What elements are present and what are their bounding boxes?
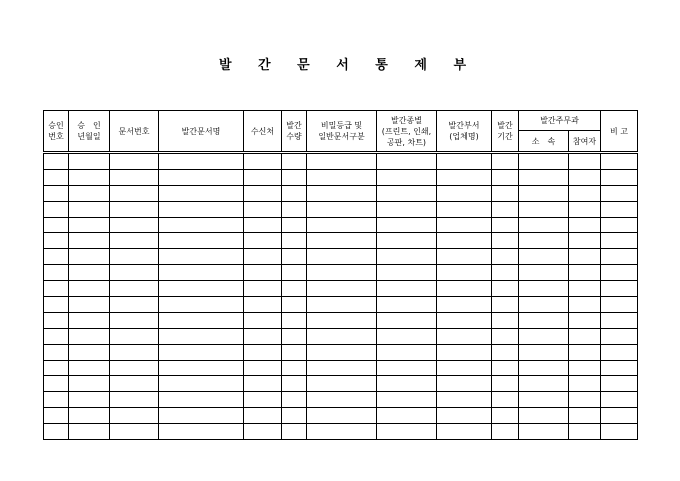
- table-cell[interactable]: [307, 297, 377, 313]
- table-cell[interactable]: [69, 424, 110, 440]
- table-cell[interactable]: [244, 360, 282, 376]
- table-cell[interactable]: [569, 360, 601, 376]
- header-pub-period-line2: 기간: [497, 132, 513, 141]
- table-cell[interactable]: [282, 201, 307, 217]
- table-cell[interactable]: [601, 360, 638, 376]
- table-cell[interactable]: [377, 217, 437, 233]
- table-cell[interactable]: [282, 233, 307, 249]
- table-cell[interactable]: [437, 344, 492, 360]
- table-cell[interactable]: [110, 153, 159, 170]
- table-cell[interactable]: [601, 169, 638, 185]
- table-cell[interactable]: [307, 217, 377, 233]
- table-cell[interactable]: [569, 153, 601, 170]
- header-pub-period-line1: 발간: [497, 121, 513, 130]
- table-cell[interactable]: [569, 297, 601, 313]
- table-cell[interactable]: [282, 265, 307, 281]
- header-pub-officer: 발간주무과: [519, 111, 601, 131]
- table-cell[interactable]: [282, 281, 307, 297]
- table-cell[interactable]: [377, 392, 437, 408]
- table-cell[interactable]: [377, 201, 437, 217]
- table-cell[interactable]: [519, 281, 569, 297]
- table-cell[interactable]: [244, 344, 282, 360]
- table-cell[interactable]: [377, 233, 437, 249]
- header-pub-type-line3: 공판, 차트): [386, 137, 427, 147]
- table-cell[interactable]: [244, 328, 282, 344]
- table-cell[interactable]: [307, 424, 377, 440]
- table-cell[interactable]: [377, 328, 437, 344]
- table-row: [44, 424, 638, 440]
- header-pub-dept: [437, 111, 492, 153]
- table-cell[interactable]: [44, 265, 69, 281]
- table-cell[interactable]: [377, 424, 437, 440]
- table-cell[interactable]: [601, 392, 638, 408]
- table-cell[interactable]: [437, 217, 492, 233]
- table-cell[interactable]: [69, 185, 110, 201]
- table-cell[interactable]: [69, 376, 110, 392]
- table-row: [44, 360, 638, 376]
- table-cell[interactable]: [492, 233, 519, 249]
- table-cell[interactable]: [492, 424, 519, 440]
- table-cell[interactable]: [69, 281, 110, 297]
- table-cell[interactable]: [282, 217, 307, 233]
- table-cell[interactable]: [377, 169, 437, 185]
- table-cell[interactable]: [492, 376, 519, 392]
- table-cell[interactable]: [69, 312, 110, 328]
- table-cell[interactable]: [437, 233, 492, 249]
- table-cell[interactable]: [44, 344, 69, 360]
- table-cell[interactable]: [282, 185, 307, 201]
- table-cell[interactable]: [307, 328, 377, 344]
- table-cell[interactable]: [377, 312, 437, 328]
- table-cell[interactable]: [569, 344, 601, 360]
- table-cell[interactable]: [110, 217, 159, 233]
- table-cell[interactable]: [69, 360, 110, 376]
- table-cell[interactable]: [519, 297, 569, 313]
- table-cell[interactable]: [569, 265, 601, 281]
- table-cell[interactable]: [307, 201, 377, 217]
- table-cell[interactable]: [437, 297, 492, 313]
- table-cell[interactable]: [307, 392, 377, 408]
- table-cell[interactable]: [492, 344, 519, 360]
- table-cell[interactable]: [110, 249, 159, 265]
- table-cell[interactable]: [492, 153, 519, 170]
- table-cell[interactable]: [44, 153, 69, 170]
- table-cell[interactable]: [307, 312, 377, 328]
- table-cell[interactable]: [282, 344, 307, 360]
- table-cell[interactable]: [159, 249, 244, 265]
- table-cell[interactable]: [110, 424, 159, 440]
- table-cell[interactable]: [519, 360, 569, 376]
- table-cell[interactable]: [601, 233, 638, 249]
- table-cell[interactable]: [519, 312, 569, 328]
- table-cell[interactable]: [377, 153, 437, 170]
- table-cell[interactable]: [159, 424, 244, 440]
- header-approval-date-line1: 승 인: [77, 121, 101, 130]
- table-cell[interactable]: [69, 265, 110, 281]
- table-cell[interactable]: [377, 408, 437, 424]
- table-cell[interactable]: [437, 201, 492, 217]
- control-register-table: [43, 110, 638, 440]
- table-cell[interactable]: [44, 217, 69, 233]
- table-row: [44, 185, 638, 201]
- table-cell[interactable]: [110, 185, 159, 201]
- table-row: [44, 328, 638, 344]
- table-cell[interactable]: [437, 360, 492, 376]
- table-cell[interactable]: [244, 185, 282, 201]
- table-cell[interactable]: [110, 392, 159, 408]
- table-cell[interactable]: [110, 169, 159, 185]
- table-cell[interactable]: [282, 153, 307, 170]
- table-cell[interactable]: [69, 297, 110, 313]
- header-pub-period: [492, 111, 519, 153]
- table-cell[interactable]: [69, 392, 110, 408]
- table-cell[interactable]: [492, 392, 519, 408]
- table-cell[interactable]: [492, 217, 519, 233]
- table-cell[interactable]: [44, 185, 69, 201]
- table-cell[interactable]: [69, 408, 110, 424]
- table-cell[interactable]: [44, 424, 69, 440]
- table-cell[interactable]: [244, 281, 282, 297]
- header-remarks: 비 고: [601, 111, 638, 153]
- table-cell[interactable]: [569, 217, 601, 233]
- table-cell[interactable]: [569, 312, 601, 328]
- table-cell[interactable]: [159, 185, 244, 201]
- header-pub-qty: [282, 111, 307, 153]
- table-cell[interactable]: [377, 344, 437, 360]
- table-cell[interactable]: [601, 185, 638, 201]
- table-cell[interactable]: [44, 312, 69, 328]
- table-cell[interactable]: [110, 312, 159, 328]
- table-cell[interactable]: [282, 408, 307, 424]
- table-cell[interactable]: [159, 312, 244, 328]
- table-cell[interactable]: [492, 281, 519, 297]
- header-doc-no: 문서번호: [110, 111, 159, 153]
- table-cell[interactable]: [377, 297, 437, 313]
- table-cell[interactable]: [569, 233, 601, 249]
- table-cell[interactable]: [492, 297, 519, 313]
- table-cell[interactable]: [44, 392, 69, 408]
- table-cell[interactable]: [159, 265, 244, 281]
- table-cell[interactable]: [44, 233, 69, 249]
- table-cell[interactable]: [159, 376, 244, 392]
- table-cell[interactable]: [569, 169, 601, 185]
- table-cell[interactable]: [282, 312, 307, 328]
- table-cell[interactable]: [519, 344, 569, 360]
- table-row: [44, 153, 638, 170]
- table-cell[interactable]: [69, 328, 110, 344]
- table-cell[interactable]: [519, 392, 569, 408]
- table-cell[interactable]: [307, 408, 377, 424]
- table-cell[interactable]: [110, 265, 159, 281]
- table-cell[interactable]: [519, 328, 569, 344]
- table-cell[interactable]: [159, 360, 244, 376]
- table-cell[interactable]: [377, 185, 437, 201]
- table-row: [44, 312, 638, 328]
- header-pub-type: [377, 111, 437, 153]
- table-cell[interactable]: [601, 281, 638, 297]
- table-cell[interactable]: [110, 297, 159, 313]
- table-cell[interactable]: [110, 281, 159, 297]
- table-cell[interactable]: [159, 392, 244, 408]
- table-cell[interactable]: [244, 249, 282, 265]
- table-cell[interactable]: [159, 408, 244, 424]
- table-cell[interactable]: [437, 328, 492, 344]
- table-cell[interactable]: [437, 185, 492, 201]
- table-cell[interactable]: [282, 297, 307, 313]
- table-cell[interactable]: [377, 249, 437, 265]
- table-cell[interactable]: [44, 249, 69, 265]
- table-cell[interactable]: [377, 360, 437, 376]
- table-cell[interactable]: [159, 344, 244, 360]
- table-cell[interactable]: [244, 201, 282, 217]
- header-approval-no-line2: 번호: [48, 132, 64, 141]
- table-cell[interactable]: [282, 424, 307, 440]
- table-cell[interactable]: [44, 328, 69, 344]
- table-cell[interactable]: [492, 265, 519, 281]
- table-cell[interactable]: [307, 360, 377, 376]
- table-cell[interactable]: [282, 169, 307, 185]
- header-pub-type-line1: 발간종별: [391, 115, 422, 125]
- table-cell[interactable]: [110, 376, 159, 392]
- table-cell[interactable]: [601, 153, 638, 170]
- table-cell[interactable]: [437, 376, 492, 392]
- table-cell[interactable]: [244, 297, 282, 313]
- table-cell[interactable]: [437, 424, 492, 440]
- table-row: [44, 281, 638, 297]
- table-cell[interactable]: [519, 233, 569, 249]
- table-cell[interactable]: [244, 217, 282, 233]
- table-cell[interactable]: [437, 153, 492, 170]
- table-cell[interactable]: [601, 201, 638, 217]
- table-cell[interactable]: [492, 249, 519, 265]
- header-pub-dept-line1: 발간부서: [448, 121, 480, 130]
- table-cell[interactable]: [44, 360, 69, 376]
- table-cell[interactable]: [44, 201, 69, 217]
- table-cell[interactable]: [519, 185, 569, 201]
- table-cell[interactable]: [110, 344, 159, 360]
- table-cell[interactable]: [244, 233, 282, 249]
- table-cell[interactable]: [492, 312, 519, 328]
- table-row: [44, 201, 638, 217]
- table-cell[interactable]: [492, 201, 519, 217]
- header-approval-no-line1: 승인: [48, 121, 64, 130]
- header-affiliation: 소 속: [519, 131, 569, 153]
- header-security-class-line1: 비밀등급 및: [320, 121, 363, 130]
- table-cell[interactable]: [69, 249, 110, 265]
- table-cell[interactable]: [377, 265, 437, 281]
- table-cell[interactable]: [519, 408, 569, 424]
- table-cell[interactable]: [244, 265, 282, 281]
- table-row: [44, 217, 638, 233]
- table-cell[interactable]: [601, 376, 638, 392]
- table-cell[interactable]: [110, 328, 159, 344]
- header-pub-qty-line1: 발간: [286, 121, 302, 130]
- table-row: [44, 265, 638, 281]
- table-cell[interactable]: [601, 344, 638, 360]
- table-cell[interactable]: [437, 169, 492, 185]
- table-cell[interactable]: [437, 408, 492, 424]
- header-approval-date: [69, 111, 110, 153]
- table-cell[interactable]: [519, 169, 569, 185]
- table-cell[interactable]: [601, 249, 638, 265]
- table-cell[interactable]: [377, 376, 437, 392]
- page-title: 발 간 문 서 통 제 부: [218, 58, 478, 73]
- table-cell[interactable]: [110, 233, 159, 249]
- table-cell[interactable]: [282, 249, 307, 265]
- header-pub-dept-line2: (업체명): [449, 132, 479, 141]
- table-cell[interactable]: [244, 169, 282, 185]
- table-cell[interactable]: [601, 217, 638, 233]
- table-cell[interactable]: [69, 169, 110, 185]
- header-approval-no: [44, 111, 69, 153]
- table-cell[interactable]: [69, 201, 110, 217]
- table-row: [44, 249, 638, 265]
- table-cell[interactable]: [244, 376, 282, 392]
- table-cell[interactable]: [282, 376, 307, 392]
- table-cell[interactable]: [601, 424, 638, 440]
- table-cell[interactable]: [601, 297, 638, 313]
- table-row: [44, 297, 638, 313]
- table-cell[interactable]: [282, 392, 307, 408]
- table-cell[interactable]: [519, 265, 569, 281]
- table-cell[interactable]: [159, 153, 244, 170]
- table-cell[interactable]: [69, 153, 110, 170]
- table-row: [44, 344, 638, 360]
- table-cell[interactable]: [244, 408, 282, 424]
- header-security-class: [307, 111, 377, 153]
- table-cell[interactable]: [519, 201, 569, 217]
- table-cell[interactable]: [69, 217, 110, 233]
- table-cell[interactable]: [307, 185, 377, 201]
- table-row: [44, 408, 638, 424]
- table-cell[interactable]: [307, 376, 377, 392]
- table-cell[interactable]: [69, 233, 110, 249]
- table-cell[interactable]: [569, 408, 601, 424]
- table-row: [44, 392, 638, 408]
- table-cell[interactable]: [159, 233, 244, 249]
- table-cell[interactable]: [437, 312, 492, 328]
- header-pub-qty-line2: 수량: [286, 132, 302, 141]
- table-cell[interactable]: [110, 408, 159, 424]
- table-cell[interactable]: [110, 360, 159, 376]
- table-cell[interactable]: [601, 312, 638, 328]
- header-participant: 참여자: [569, 131, 601, 153]
- table-cell[interactable]: [519, 376, 569, 392]
- table-cell[interactable]: [492, 408, 519, 424]
- table-cell[interactable]: [519, 153, 569, 170]
- table-cell[interactable]: [282, 360, 307, 376]
- table-cell[interactable]: [437, 249, 492, 265]
- table-cell[interactable]: [244, 392, 282, 408]
- table-cell[interactable]: [159, 281, 244, 297]
- table-cell[interactable]: [492, 169, 519, 185]
- table-row: [44, 233, 638, 249]
- table-cell[interactable]: [601, 265, 638, 281]
- table-cell[interactable]: [159, 217, 244, 233]
- table-cell[interactable]: [569, 249, 601, 265]
- table-cell[interactable]: [244, 312, 282, 328]
- table-cell[interactable]: [44, 297, 69, 313]
- table-cell[interactable]: [569, 328, 601, 344]
- table-cell[interactable]: [377, 281, 437, 297]
- table-row: [44, 376, 638, 392]
- header-security-class-line2: 일반문서구분: [318, 132, 365, 141]
- table-cell[interactable]: [569, 185, 601, 201]
- table-cell[interactable]: [44, 408, 69, 424]
- table-cell[interactable]: [569, 376, 601, 392]
- table-cell[interactable]: [569, 424, 601, 440]
- table-cell[interactable]: [159, 201, 244, 217]
- table-cell[interactable]: [244, 424, 282, 440]
- table-cell[interactable]: [437, 265, 492, 281]
- table-cell[interactable]: [307, 169, 377, 185]
- header-recipient: 수신처: [244, 111, 282, 153]
- table-cell[interactable]: [307, 153, 377, 170]
- table-cell[interactable]: [601, 408, 638, 424]
- header-approval-date-line2: 년월일: [77, 132, 101, 141]
- table-row: [44, 169, 638, 185]
- header-pub-type-line2: (프린트, 인쇄,: [381, 126, 432, 136]
- table-cell[interactable]: [110, 201, 159, 217]
- table-cell[interactable]: [519, 249, 569, 265]
- table-cell[interactable]: [519, 424, 569, 440]
- table-cell[interactable]: [244, 153, 282, 170]
- table-cell[interactable]: [159, 328, 244, 344]
- table-cell[interactable]: [159, 169, 244, 185]
- table-cell[interactable]: [307, 281, 377, 297]
- table-cell[interactable]: [307, 249, 377, 265]
- table-cell[interactable]: [569, 201, 601, 217]
- table-cell[interactable]: [159, 297, 244, 313]
- table-cell[interactable]: [69, 344, 110, 360]
- table-cell[interactable]: [569, 392, 601, 408]
- table-cell[interactable]: [437, 392, 492, 408]
- table-cell[interactable]: [492, 185, 519, 201]
- table-cell[interactable]: [519, 217, 569, 233]
- table-cell[interactable]: [601, 328, 638, 344]
- table-cell[interactable]: [44, 376, 69, 392]
- header-pub-doc-name: 발간문서명: [159, 111, 244, 153]
- table-cell[interactable]: [569, 281, 601, 297]
- table-cell[interactable]: [307, 233, 377, 249]
- table-cell[interactable]: [307, 265, 377, 281]
- table-cell[interactable]: [44, 281, 69, 297]
- table-cell[interactable]: [44, 169, 69, 185]
- table-cell[interactable]: [492, 328, 519, 344]
- table-cell[interactable]: [282, 328, 307, 344]
- table-cell[interactable]: [437, 281, 492, 297]
- table-cell[interactable]: [492, 360, 519, 376]
- table-cell[interactable]: [307, 344, 377, 360]
